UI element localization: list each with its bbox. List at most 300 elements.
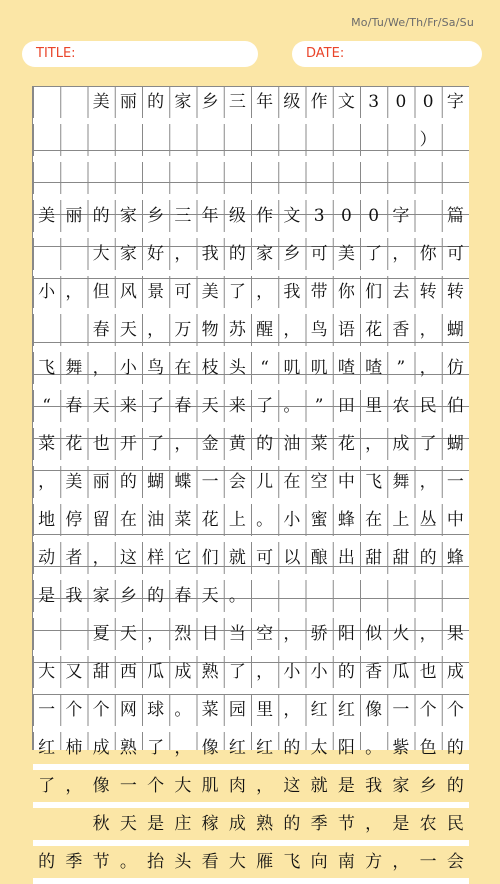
grid-cell: 我 [283, 282, 301, 302]
grid-cell: 的 [419, 548, 437, 568]
grid-cell: 蜂 [446, 548, 464, 568]
grid-row [33, 390, 469, 422]
grid-cell: 。 [119, 852, 137, 872]
grid-cell: 火 [392, 624, 410, 644]
grid-cell: ， [174, 738, 192, 758]
grid-cell: 大 [92, 244, 110, 264]
grid-cell: 转 [419, 282, 437, 302]
grid-cell: 季 [310, 814, 328, 834]
grid-cell: 红 [310, 700, 328, 720]
grid-cell [278, 580, 305, 612]
grid-cell: 肌 [201, 776, 219, 796]
grid-cell: 太 [310, 738, 328, 758]
grid-cell [442, 580, 469, 612]
grid-cell: 花 [365, 320, 383, 340]
grid-cell [60, 808, 87, 840]
grid-cell: 蝴 [147, 472, 165, 492]
grid-cell: 你 [337, 282, 355, 302]
grid-cell: 一 [392, 700, 410, 720]
grid-cell: 可 [446, 244, 464, 264]
grid-cell: 的 [147, 586, 165, 606]
grid-cell: 庄 [174, 814, 192, 834]
grid-cell: 飞 [283, 852, 301, 872]
grid-cell [115, 124, 142, 156]
grid-row [33, 770, 469, 802]
grid-cell: 甜 [92, 662, 110, 682]
grid-cell: 天 [201, 586, 219, 606]
grid-cell: 丽 [65, 206, 83, 226]
grid-cell: 会 [446, 852, 464, 872]
grid-cell: 阳 [337, 738, 355, 758]
grid-cell: 甜 [365, 548, 383, 568]
grid-cell [88, 124, 115, 156]
grid-row [33, 428, 469, 460]
grid-cell: 当 [228, 624, 246, 644]
grid-cell: ， [147, 624, 165, 644]
grid-cell: 肉 [228, 776, 246, 796]
grid-cell: 又 [65, 662, 83, 682]
grid-cell: 烈 [174, 624, 192, 644]
grid-cell: 向 [310, 852, 328, 872]
grid-row [33, 656, 469, 688]
grid-cell: 美 [38, 206, 56, 226]
grid-cell: 转 [446, 282, 464, 302]
grid-cell: 像 [92, 776, 110, 796]
weekday-strip: Mo/Tu/We/Th/Fr/Sa/Su [351, 16, 474, 29]
grid-cell: 乡 [201, 92, 219, 112]
grid-cell: 儿 [256, 472, 274, 492]
grid-cell: 。 [283, 396, 301, 416]
grid-cell: 空 [310, 472, 328, 492]
grid-cell: 家 [92, 586, 110, 606]
grid-cell: 乡 [283, 244, 301, 264]
grid-cell: 喳 [365, 358, 383, 378]
grid-cell: 个 [65, 700, 83, 720]
grid-cell: 乡 [119, 586, 137, 606]
grid-cell: 。 [256, 510, 274, 530]
grid-cell: ， [92, 358, 110, 378]
grid-cell: 叽 [283, 358, 301, 378]
grid-cell: 在 [283, 472, 301, 492]
grid-cell: 蜂 [337, 510, 355, 530]
grid-cell: 了 [38, 776, 56, 796]
grid-cell [33, 808, 60, 840]
grid-cell: 风 [119, 282, 137, 302]
grid-cell: 了 [365, 244, 383, 264]
grid-row [33, 86, 469, 118]
grid-cell: ， [365, 814, 383, 834]
grid-cell [169, 124, 196, 156]
grid-cell: 小 [283, 662, 301, 682]
grid-cell: 的 [337, 662, 355, 682]
grid-cell: 。 [228, 586, 246, 606]
grid-cell: 花 [337, 434, 355, 454]
grid-cell: 成 [446, 662, 464, 682]
grid-cell: ， [365, 434, 383, 454]
grid-row [33, 314, 469, 346]
grid-cell: 以 [283, 548, 301, 568]
grid-cell: 物 [201, 320, 219, 340]
grid-row [33, 238, 469, 270]
grid-row [33, 466, 469, 498]
grid-cell: 我 [365, 776, 383, 796]
grid-cell: 也 [419, 662, 437, 682]
grid-cell: 万 [174, 320, 192, 340]
grid-cell [33, 314, 60, 346]
grid-cell: 年 [201, 206, 219, 226]
grid-cell: 0 [340, 206, 352, 226]
grid-cell: 一 [38, 700, 56, 720]
title-field[interactable] [22, 41, 258, 67]
grid-cell: 来 [119, 396, 137, 416]
grid-cell: 是 [38, 586, 56, 606]
grid-cell [415, 580, 442, 612]
grid-cell: 节 [337, 814, 355, 834]
grid-cell: 天 [119, 320, 137, 340]
grid-cell: 是 [392, 814, 410, 834]
date-label: DATE: [306, 46, 345, 61]
grid-cell: 上 [228, 510, 246, 530]
grid-cell: 方 [365, 852, 383, 872]
grid-cell: 个 [419, 700, 437, 720]
grid-cell: 球 [147, 700, 165, 720]
grid-cell: ， [256, 662, 274, 682]
grid-cell: ， [65, 776, 83, 796]
grid-cell: 的 [446, 738, 464, 758]
grid-cell: 菜 [174, 510, 192, 530]
grid-cell: 0 [422, 92, 434, 112]
grid-cell: 字 [446, 92, 464, 112]
grid-cell: 去 [392, 282, 410, 302]
grid-cell: 紫 [392, 738, 410, 758]
grid-cell: 丛 [419, 510, 437, 530]
grid-cell: 级 [283, 92, 301, 112]
grid-cell: 菜 [310, 434, 328, 454]
grid-cell: 家 [392, 776, 410, 796]
grid-cell: ， [419, 358, 437, 378]
grid-cell: 开 [119, 434, 137, 454]
grid-cell: 熟 [119, 738, 137, 758]
grid-cell [60, 314, 87, 346]
grid-cell: 一 [119, 776, 137, 796]
grid-cell: 网 [119, 700, 137, 720]
grid-cell: 家 [256, 244, 274, 264]
grid-cell [251, 124, 278, 156]
grid-cell [33, 238, 60, 270]
grid-cell [33, 162, 60, 194]
grid-cell [251, 580, 278, 612]
grid-cell: ， [392, 852, 410, 872]
date-field[interactable] [292, 41, 482, 67]
grid-cell [387, 580, 414, 612]
grid-cell: 家 [174, 92, 192, 112]
grid-cell: 它 [174, 548, 192, 568]
grid-cell: 在 [365, 510, 383, 530]
grid-cell: 大 [174, 776, 192, 796]
grid-cell: 蝶 [174, 472, 192, 492]
grid-cell: 天 [119, 814, 137, 834]
grid-cell: 景 [147, 282, 165, 302]
grid-cell: 乡 [419, 776, 437, 796]
grid-cell [88, 162, 115, 194]
grid-cell: 中 [446, 510, 464, 530]
grid-cell: 像 [201, 738, 219, 758]
grid-cell: 了 [228, 662, 246, 682]
grid-cell: 语 [337, 320, 355, 340]
grid-row [33, 808, 469, 840]
grid-row [33, 732, 469, 764]
grid-cell: 丽 [119, 92, 137, 112]
grid-cell: ， [419, 472, 437, 492]
grid-cell: ， [92, 548, 110, 568]
grid-cell: 蜜 [310, 510, 328, 530]
grid-cell [278, 124, 305, 156]
grid-cell [33, 86, 60, 118]
grid-cell: 夏 [92, 624, 110, 644]
grid-cell: 像 [365, 700, 383, 720]
grid-cell: 好 [147, 244, 165, 264]
grid-cell: 喳 [337, 358, 355, 378]
grid-cell: 中 [337, 472, 355, 492]
grid-cell: 你 [419, 244, 437, 264]
grid-cell: 酿 [310, 548, 328, 568]
grid-cell [442, 162, 469, 194]
grid-cell: 是 [337, 776, 355, 796]
grid-row [33, 352, 469, 384]
grid-cell [197, 124, 224, 156]
grid-cell: 我 [65, 586, 83, 606]
grid-cell: 0 [395, 92, 407, 112]
grid-cell: 黄 [228, 434, 246, 454]
grid-cell: 但 [92, 282, 110, 302]
grid-cell: 花 [201, 510, 219, 530]
grid-cell: ， [283, 624, 301, 644]
grid-cell: 在 [119, 510, 137, 530]
grid-cell: 蝴 [446, 320, 464, 340]
grid-cell: 春 [174, 586, 192, 606]
grid-cell: 动 [38, 548, 56, 568]
grid-cell: 熟 [256, 814, 274, 834]
grid-cell: 。 [365, 738, 383, 758]
grid-cell: 枝 [201, 358, 219, 378]
grid-cell: 美 [201, 282, 219, 302]
grid-cell: 家 [119, 244, 137, 264]
grid-cell [387, 162, 414, 194]
grid-cell: 天 [92, 396, 110, 416]
grid-cell: 稼 [201, 814, 219, 834]
grid-cell [333, 580, 360, 612]
grid-cell: 这 [283, 776, 301, 796]
grid-row [33, 162, 469, 194]
grid-cell: 红 [256, 738, 274, 758]
grid-cell: 文 [337, 92, 355, 112]
grid-cell: 菜 [201, 700, 219, 720]
grid-cell [333, 162, 360, 194]
title-label: TITLE: [36, 46, 76, 61]
grid-cell: ， [419, 624, 437, 644]
grid-cell [60, 162, 87, 194]
grid-cell: 日 [201, 624, 219, 644]
grid-cell: ， [283, 700, 301, 720]
grid-cell: 飞 [38, 358, 56, 378]
grid-cell: 作 [310, 92, 328, 112]
grid-cell: 舞 [65, 358, 83, 378]
grid-cell: 个 [446, 700, 464, 720]
grid-cell [60, 238, 87, 270]
grid-cell [360, 124, 387, 156]
grid-cell: 就 [228, 548, 246, 568]
grid-row [33, 580, 469, 612]
grid-cell: “ [260, 358, 269, 378]
grid-cell: 苏 [228, 320, 246, 340]
grid-cell: ， [147, 320, 165, 340]
grid-cell [33, 618, 60, 650]
grid-cell: 的 [283, 814, 301, 834]
grid-row [33, 618, 469, 650]
grid-cell: 头 [228, 358, 246, 378]
grid-cell: 篇 [446, 206, 464, 226]
grid-cell: 成 [92, 738, 110, 758]
grid-cell [415, 162, 442, 194]
grid-cell [360, 162, 387, 194]
grid-cell: ， [65, 282, 83, 302]
grid-row [33, 504, 469, 536]
grid-cell: 香 [365, 662, 383, 682]
grid-cell: 看 [201, 852, 219, 872]
grid-cell: 大 [228, 852, 246, 872]
grid-row [33, 846, 469, 878]
grid-cell: ， [174, 434, 192, 454]
grid-cell: ， [174, 244, 192, 264]
grid-cell: 丽 [92, 472, 110, 492]
grid-cell [360, 580, 387, 612]
grid-cell: 3 [368, 92, 380, 112]
grid-cell: 的 [446, 776, 464, 796]
grid-cell [224, 162, 251, 194]
grid-cell: 色 [419, 738, 437, 758]
grid-cell: 一 [419, 852, 437, 872]
grid-cell: 停 [65, 510, 83, 530]
grid-cell: 成 [228, 814, 246, 834]
grid-cell: 蝴 [446, 434, 464, 454]
grid-cell: 了 [147, 396, 165, 416]
grid-cell: 三 [228, 92, 246, 112]
grid-cell: 仿 [446, 358, 464, 378]
grid-cell: 春 [174, 396, 192, 416]
grid-cell: 这 [119, 548, 137, 568]
grid-cell: 地 [38, 510, 56, 530]
grid-cell: 个 [92, 700, 110, 720]
grid-cell: 花 [65, 434, 83, 454]
grid-cell: 瓜 [392, 662, 410, 682]
grid-cell [306, 162, 333, 194]
grid-cell: 作 [256, 206, 274, 226]
grid-cell [306, 124, 333, 156]
grid-cell: 小 [283, 510, 301, 530]
grid-cell [142, 162, 169, 194]
grid-cell: ， [283, 320, 301, 340]
grid-cell: 样 [147, 548, 165, 568]
grid-cell: 在 [174, 358, 192, 378]
grid-cell [415, 200, 442, 232]
grid-cell: 田 [337, 396, 355, 416]
grid-cell: ， [256, 282, 274, 302]
grid-cell: 成 [174, 662, 192, 682]
grid-cell: 伯 [446, 396, 464, 416]
grid-cell: 的 [283, 738, 301, 758]
grid-cell: 了 [147, 434, 165, 454]
grid-cell: 成 [392, 434, 410, 454]
grid-cell: 春 [92, 320, 110, 340]
grid-cell: 农 [419, 814, 437, 834]
grid-cell: 家 [119, 206, 137, 226]
grid-cell: 金 [201, 434, 219, 454]
grid-cell: 鸟 [310, 320, 328, 340]
grid-cell: 南 [337, 852, 355, 872]
grid-cell: 熟 [201, 662, 219, 682]
grid-cell [115, 162, 142, 194]
grid-cell: 的 [119, 472, 137, 492]
grid-cell: 会 [228, 472, 246, 492]
row-gap [33, 878, 469, 884]
grid-cell: 是 [147, 814, 165, 834]
grid-cell: ， [419, 320, 437, 340]
grid-cell: 字 [392, 206, 410, 226]
grid-cell [333, 124, 360, 156]
grid-cell: 叽 [310, 358, 328, 378]
grid-cell: “ [42, 396, 51, 416]
grid-cell: 。 [174, 700, 192, 720]
grid-cell: 舞 [392, 472, 410, 492]
grid-cell: 骄 [310, 624, 328, 644]
grid-cell: 上 [392, 510, 410, 530]
grid-cell: 美 [337, 244, 355, 264]
grid-cell [169, 162, 196, 194]
grid-cell: 乡 [147, 206, 165, 226]
grid-cell: 小 [38, 282, 56, 302]
grid-cell: 香 [392, 320, 410, 340]
grid-cell: 果 [446, 624, 464, 644]
grid-cell: 年 [256, 92, 274, 112]
grid-cell: ， [392, 244, 410, 264]
grid-cell: 天 [201, 396, 219, 416]
grid-cell: 了 [419, 434, 437, 454]
grid-cell: 出 [337, 548, 355, 568]
grid-row [33, 276, 469, 308]
grid-cell [251, 162, 278, 194]
grid-cell: 0 [368, 206, 380, 226]
grid-cell: 园 [228, 700, 246, 720]
grid-cell [224, 124, 251, 156]
grid-cell [442, 124, 469, 156]
grid-cell: 了 [228, 282, 246, 302]
grid-cell: 红 [38, 738, 56, 758]
grid-cell: 可 [256, 548, 274, 568]
grid-cell: 节 [92, 852, 110, 872]
grid-cell: 个 [147, 776, 165, 796]
grid-cell: ， [38, 472, 56, 492]
grid-cell: 美 [92, 92, 110, 112]
grid-cell [60, 86, 87, 118]
grid-cell [306, 580, 333, 612]
grid-cell: 大 [38, 662, 56, 682]
grid-cell: 的 [147, 92, 165, 112]
grid-cell: 柿 [65, 738, 83, 758]
grid-cell: 天 [119, 624, 137, 644]
grid-cell: 似 [365, 624, 383, 644]
grid-cell: 空 [256, 624, 274, 644]
grid-cell: 小 [310, 662, 328, 682]
